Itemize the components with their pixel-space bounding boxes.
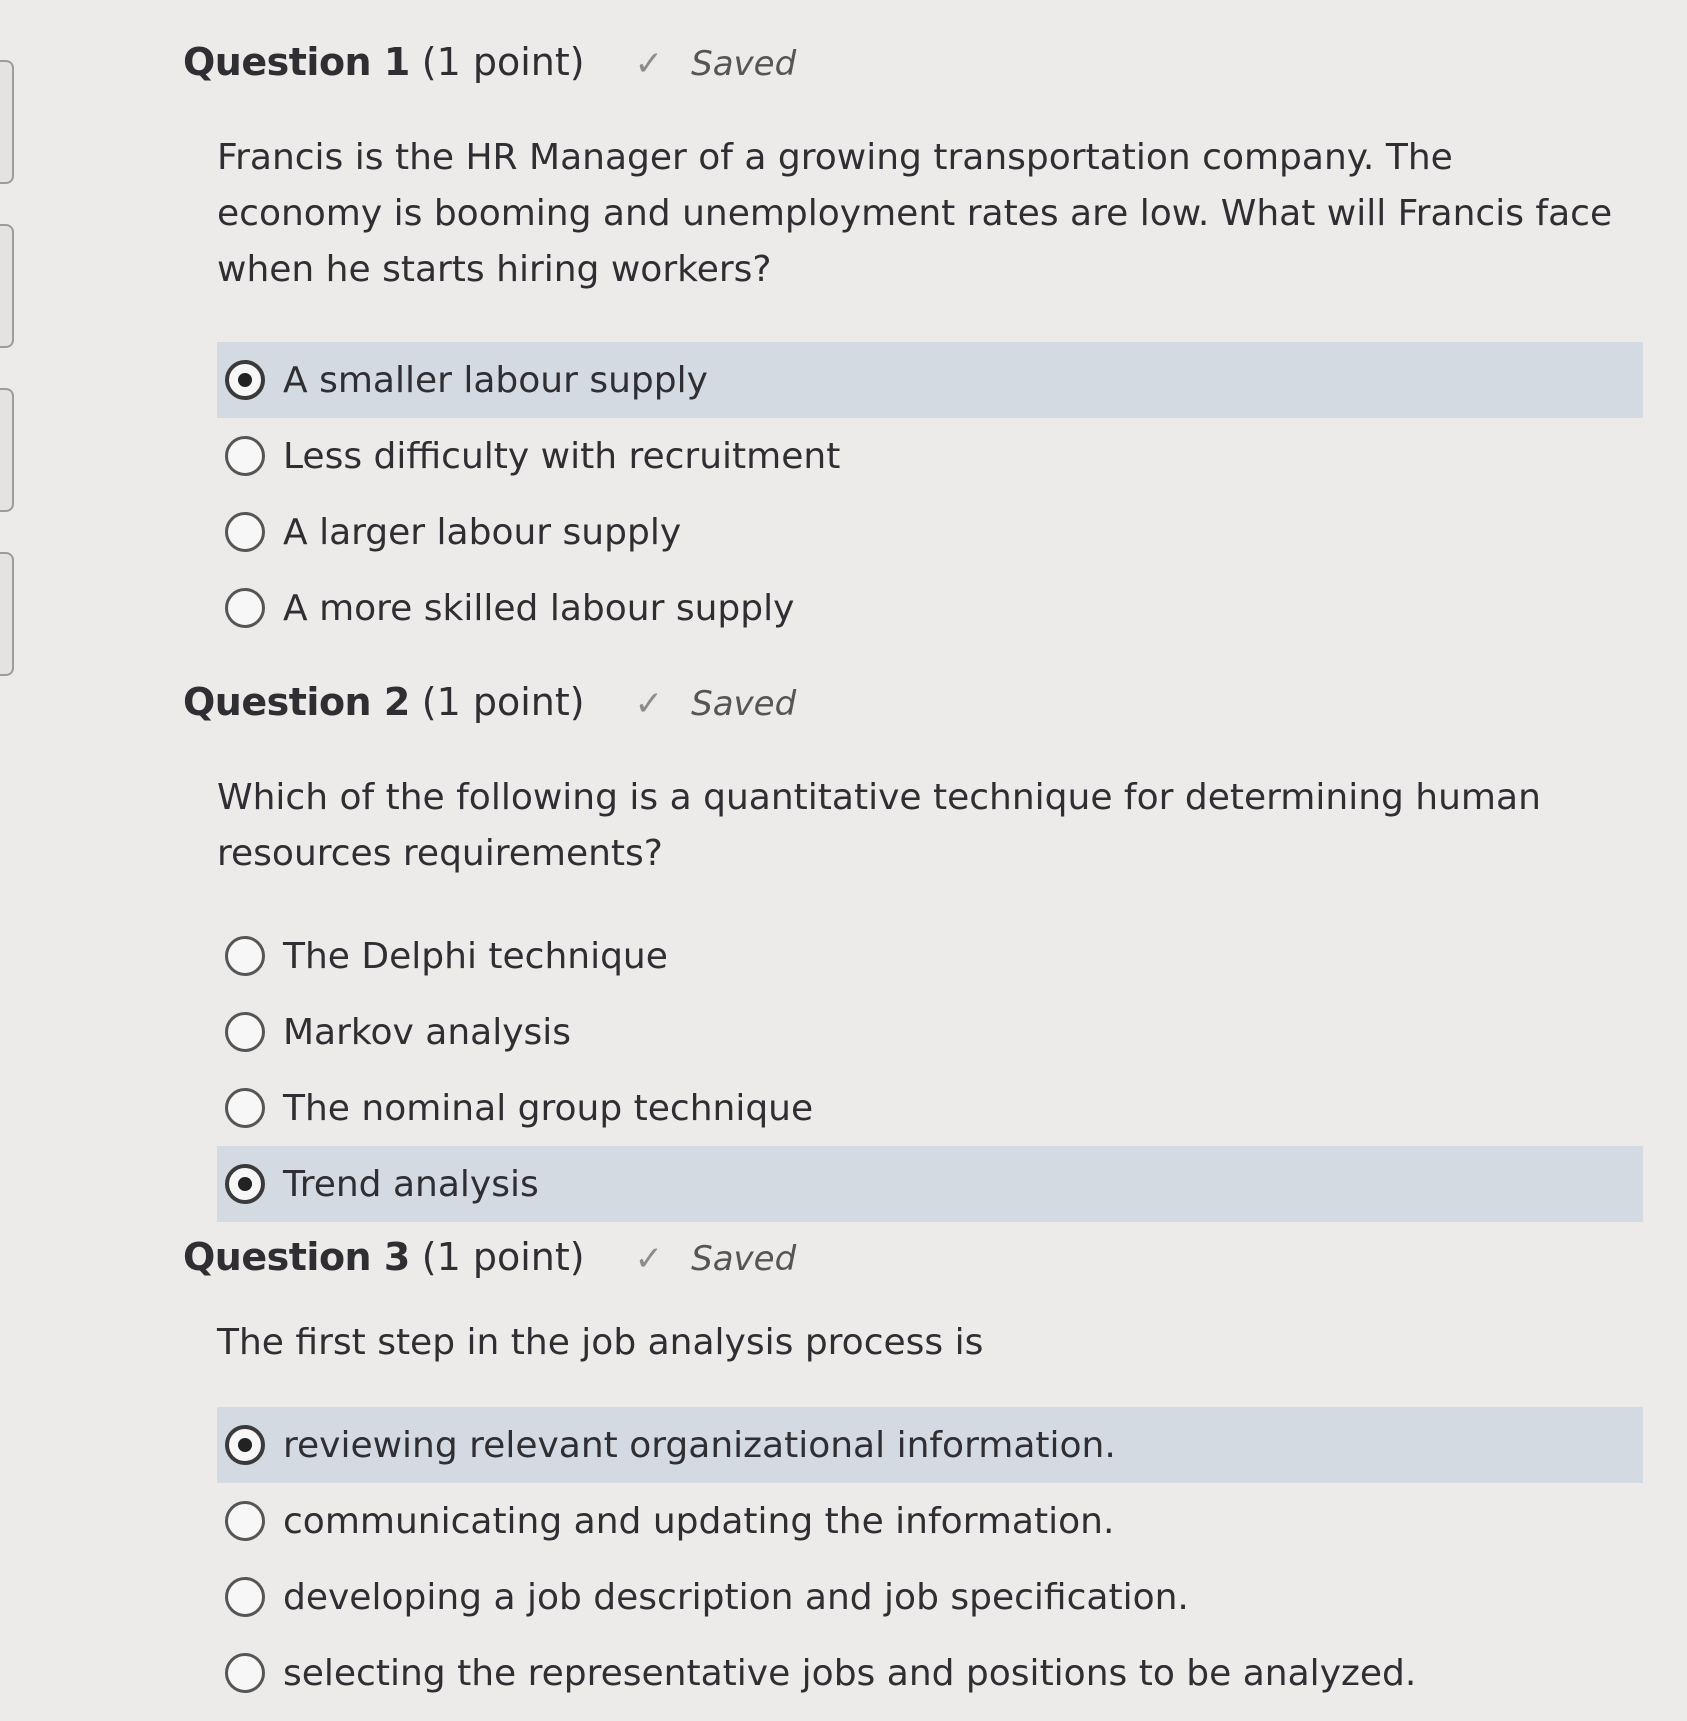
option-label: reviewing relevant organizational information. <box>283 1424 1116 1466</box>
radio-dot-icon <box>238 373 252 387</box>
option-label: A larger labour supply <box>283 511 682 553</box>
radio-dot-icon <box>238 1177 252 1191</box>
saved-status <box>635 684 797 724</box>
option-label: The nominal group technique <box>283 1087 814 1129</box>
question-points: (1 point) <box>421 680 585 724</box>
option-label: Trend analysis <box>283 1163 539 1205</box>
question-3 <box>183 1235 1643 1711</box>
option-label: selecting the representative jobs and positions to be analyzed. <box>283 1652 1417 1694</box>
radio-button[interactable] <box>225 1012 265 1052</box>
radio-button[interactable] <box>225 436 265 476</box>
saved-status <box>635 1239 797 1279</box>
answer-option[interactable] <box>217 1070 1643 1146</box>
radio-button[interactable] <box>225 588 265 628</box>
answer-option[interactable] <box>217 418 1643 494</box>
question-header <box>183 680 1643 740</box>
option-label: Markov analysis <box>283 1011 572 1053</box>
question-text: Which of the following is a quantitative technique for determining human resources requirements? <box>217 777 1541 874</box>
question-title: Question 1 <box>183 40 410 84</box>
saved-label: Saved <box>691 684 797 724</box>
radio-button[interactable] <box>225 512 265 552</box>
option-label: The Delphi technique <box>283 935 668 977</box>
radio-button-selected[interactable] <box>225 1164 265 1204</box>
saved-label: Saved <box>691 1239 797 1279</box>
answer-option[interactable] <box>217 570 1643 646</box>
answer-option[interactable] <box>217 1407 1643 1483</box>
option-label: communicating and updating the information. <box>283 1500 1115 1542</box>
saved-status <box>635 44 797 84</box>
answer-option[interactable] <box>217 1635 1643 1711</box>
answer-option[interactable] <box>217 1559 1643 1635</box>
left-tab <box>0 388 14 512</box>
answer-option[interactable] <box>217 494 1643 570</box>
answer-option[interactable] <box>217 1146 1643 1222</box>
question-title: Question 3 <box>183 1235 410 1279</box>
checkmark-icon: ✓ <box>634 684 664 724</box>
radio-button[interactable] <box>225 1501 265 1541</box>
left-tab <box>0 60 14 184</box>
radio-button[interactable] <box>225 1577 265 1617</box>
question-header <box>183 40 1643 100</box>
question-header <box>183 1235 1643 1295</box>
question-title: Question 2 <box>183 680 410 724</box>
checkmark-icon: ✓ <box>634 1239 664 1279</box>
radio-button[interactable] <box>225 1088 265 1128</box>
answer-options <box>217 342 1643 646</box>
radio-button[interactable] <box>225 936 265 976</box>
left-tab <box>0 552 14 676</box>
left-tab <box>0 224 14 348</box>
question-points: (1 point) <box>421 40 585 84</box>
left-edge-tabs <box>0 60 14 716</box>
option-label: A smaller labour supply <box>283 359 708 401</box>
option-label: developing a job description and job specification. <box>283 1576 1189 1618</box>
answer-option[interactable] <box>217 918 1643 994</box>
checkmark-icon: ✓ <box>634 44 664 84</box>
radio-button[interactable] <box>225 1653 265 1693</box>
question-text: The first step in the job analysis process is <box>217 1322 984 1363</box>
question-text: Francis is the HR Manager of a growing transportation company. The economy is booming and unemployment rates are low. What will Francis face when he starts hiring workers? <box>217 137 1613 290</box>
answer-options <box>217 1407 1643 1711</box>
question-points: (1 point) <box>421 1235 585 1279</box>
question-2 <box>183 680 1643 1222</box>
answer-options <box>217 918 1643 1222</box>
option-label: A more skilled labour supply <box>283 587 795 629</box>
radio-dot-icon <box>238 1438 252 1452</box>
question-1 <box>183 40 1643 646</box>
radio-button-selected[interactable] <box>225 1425 265 1465</box>
answer-option[interactable] <box>217 1483 1643 1559</box>
radio-button-selected[interactable] <box>225 360 265 400</box>
saved-label: Saved <box>691 44 797 84</box>
answer-option[interactable] <box>217 342 1643 418</box>
answer-option[interactable] <box>217 994 1643 1070</box>
option-label: Less difficulty with recruitment <box>283 435 841 477</box>
